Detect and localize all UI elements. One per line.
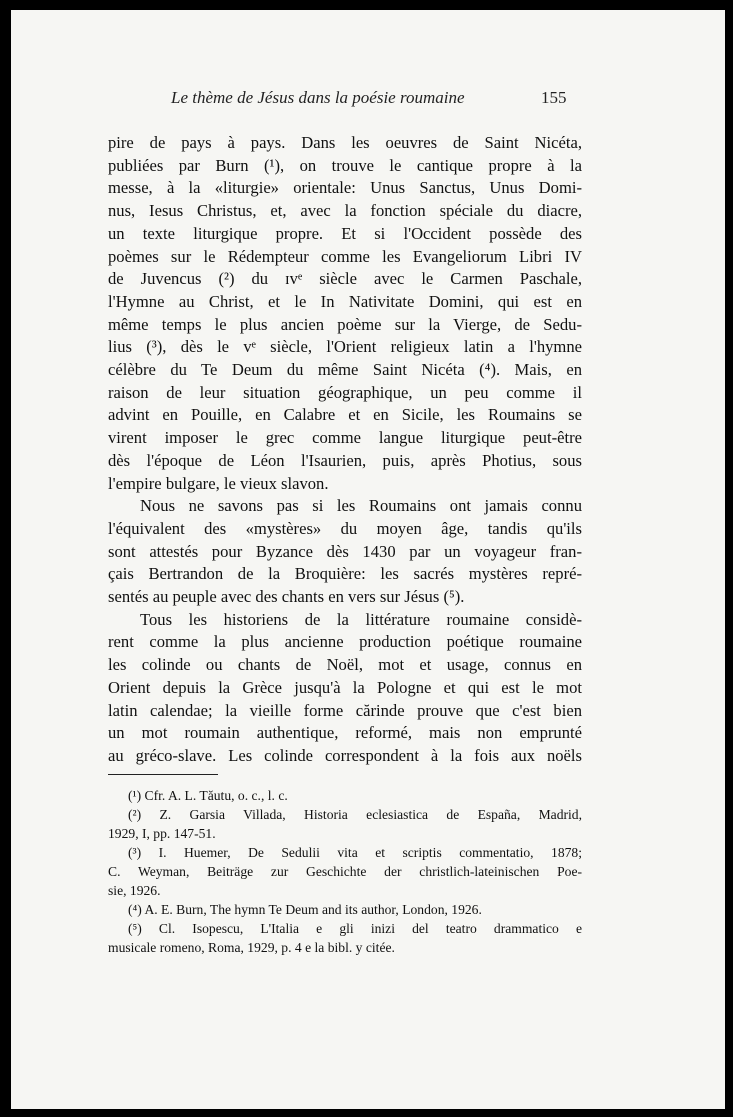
body-line: les colinde ou chants de Noël, mot et usage, connus en bbox=[108, 655, 582, 675]
footnote-continuation: musicale romeno, Roma, 1929, p. 4 e la bibl. y citée. bbox=[108, 940, 395, 955]
footnote-continuation: C. Weyman, Beiträge zur Geschichte der christlich-lateinischen Poe- bbox=[108, 864, 582, 879]
footnote-continuation: 1929, I, pp. 147-51. bbox=[108, 826, 216, 841]
page-number: 155 bbox=[541, 88, 567, 107]
body-line: nus, Iesus Christus, et, avec la fonction spéciale du diacre, bbox=[108, 201, 582, 221]
body-line: l'Hymne au Christ, et le In Nativitate Domini, qui est en bbox=[108, 291, 582, 311]
body-line: l'équivalent des «mystères» du moyen âge, tandis qu'ils bbox=[108, 518, 582, 538]
body-line: çais Bertrandon de la Broquière: les sacrés mystères repré- bbox=[108, 564, 582, 584]
body-line: publiées par Burn (¹), on trouve le cantique propre à la bbox=[108, 155, 582, 175]
body-line: poèmes sur le Rédempteur comme les Evangeliorum Libri IV bbox=[108, 246, 582, 266]
body-line: célèbre du Te Deum du même Saint Nicéta (⁴). Mais, en bbox=[108, 360, 582, 380]
body-line: latin calendae; la vieille forme cărinde prouve que c'est bien bbox=[108, 700, 582, 720]
footnote: (⁴) A. E. Burn, The hymn Te Deum and its author, London, 1926. bbox=[128, 902, 482, 917]
body-line: sont attestés pour Byzance dès 1430 par un voyageur fran- bbox=[108, 541, 582, 561]
body-line: virent imposer le grec comme langue liturgique peut-être bbox=[108, 428, 582, 448]
footnote: (¹) Cfr. A. L. Tăutu, o. c., l. c. bbox=[128, 788, 288, 803]
body-line: au gréco-slave. Les colinde correspondent à la fois aux noëls bbox=[108, 745, 582, 765]
body-line: messe, à la «liturgie» orientale: Unus Sanctus, Unus Domi- bbox=[108, 178, 582, 198]
body-line: dès l'époque de Léon l'Isaurien, puis, après Photius, sous bbox=[108, 450, 582, 470]
footnote-continuation: sie, 1926. bbox=[108, 883, 161, 898]
body-line: pire de pays à pays. Dans les oeuvres de Saint Nicéta, bbox=[108, 133, 582, 152]
footnote: (³) I. Huemer, De Sedulii vita et scriptis commentatio, 1878; bbox=[128, 845, 582, 860]
body-line: raison de leur situation géographique, un peu comme il bbox=[108, 382, 582, 402]
body-line: un texte liturgique propre. Et si l'Occident possède des bbox=[108, 223, 582, 243]
body-line: Orient depuis la Grèce jusqu'à la Pologne et qui est le mot bbox=[108, 677, 582, 697]
body-line: rent comme la plus ancienne production poétique roumaine bbox=[108, 632, 582, 652]
footnote: (⁵) Cl. Isopescu, L'Italia e gli inizi del teatro drammatico e bbox=[128, 921, 582, 936]
body-text bbox=[108, 132, 582, 768]
body-line: sentés au peuple avec des chants en vers sur Jésus (⁵). bbox=[108, 587, 465, 607]
body-line: lius (³), dès le vᵉ siècle, l'Orient religieux latin a l'hymne bbox=[108, 337, 582, 357]
page-sheet bbox=[11, 10, 725, 1109]
body-line: Tous les historiens de la littérature roumaine considè- bbox=[140, 609, 582, 629]
body-line: Nous ne savons pas si les Roumains ont jamais connu bbox=[140, 496, 582, 516]
footnote: (²) Z. Garsia Villada, Historia eclesiastica de España, Madrid, bbox=[128, 807, 582, 822]
body-line: l'empire bulgare, le vieux slavon. bbox=[108, 473, 329, 493]
footnotes bbox=[108, 786, 582, 957]
body-line: advint en Pouille, en Calabre et en Sicile, les Roumains se bbox=[108, 405, 582, 425]
body-line: de Juvencus (²) du ɪvᵉ siècle avec le Carmen Paschale, bbox=[108, 269, 582, 289]
body-line: un mot roumain authentique, reformé, mais non emprunté bbox=[108, 723, 582, 743]
body-line: même temps le plus ancien poème sur la Vierge, de Sedu- bbox=[108, 314, 582, 334]
scanned-page bbox=[11, 10, 725, 1109]
running-title: Le thème de Jésus dans la poésie roumaine bbox=[171, 88, 465, 107]
footnote-rule bbox=[108, 774, 218, 775]
